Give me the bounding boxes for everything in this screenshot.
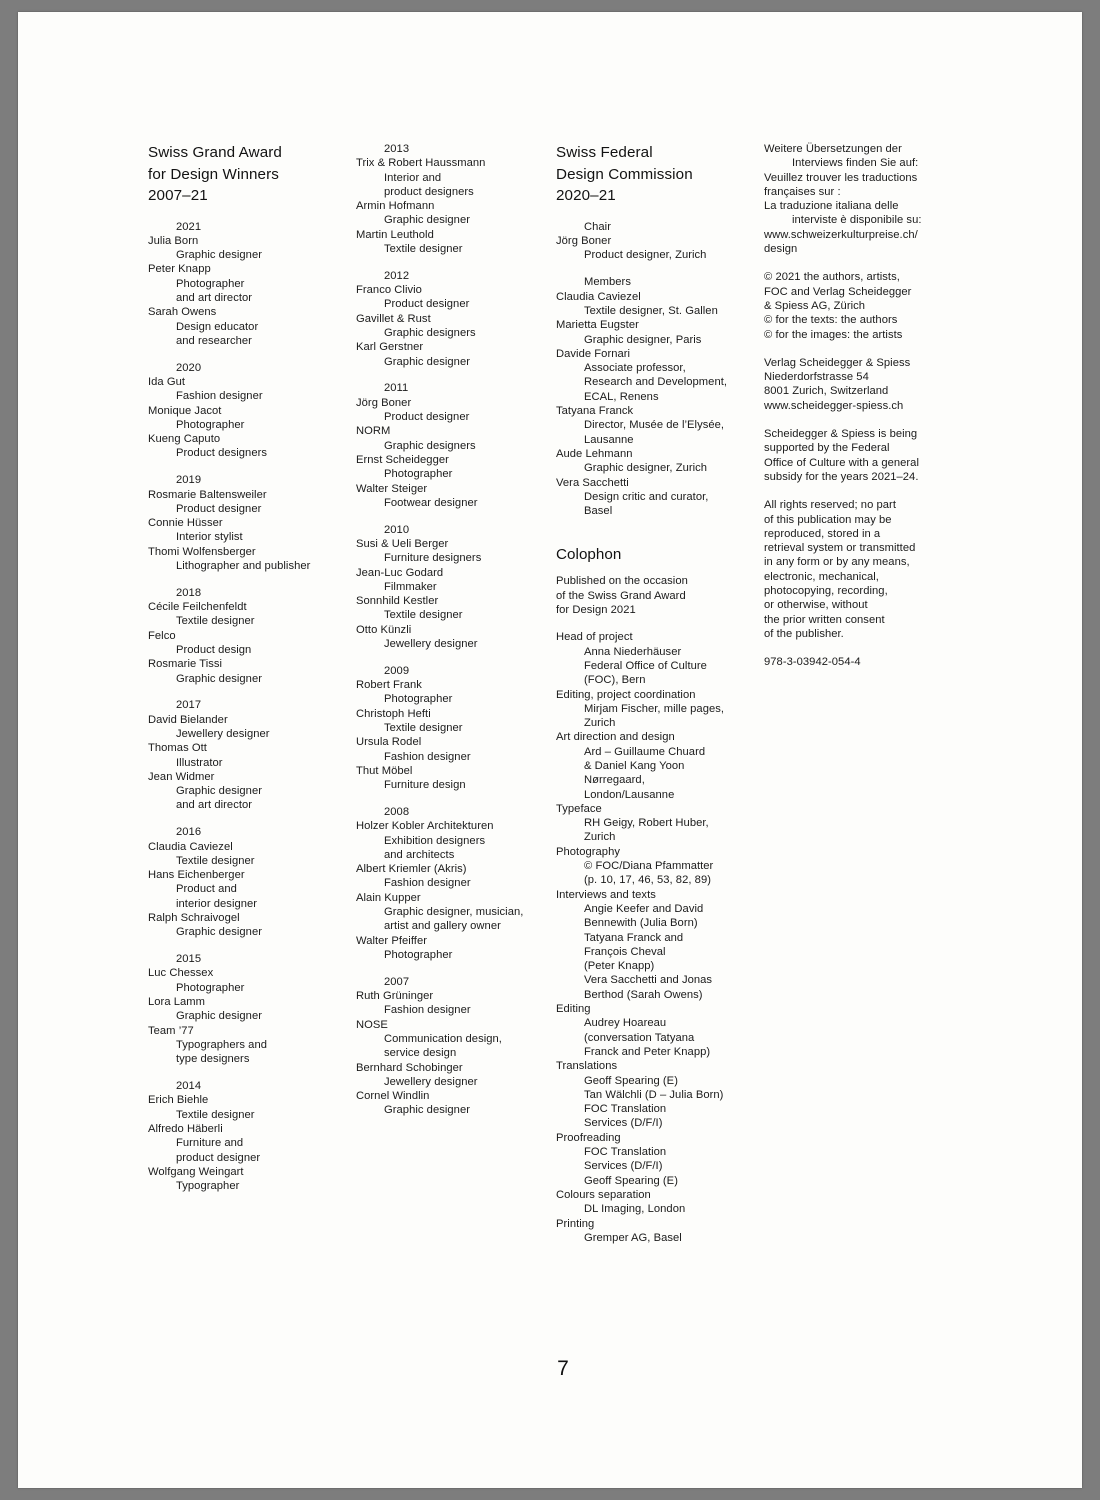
award-winner-role: Textile designer <box>384 609 463 622</box>
award-winner-role: Jewellery designer <box>384 638 478 650</box>
commission-member-name: Tatyana Franck <box>556 405 634 418</box>
commission-member-role: Research and Development, <box>584 376 728 389</box>
commission-members-list <box>556 220 764 519</box>
section-heading-grand-award <box>148 142 356 207</box>
commission-members-label: Members <box>584 276 631 289</box>
award-winner-role: Graphic designer <box>176 785 262 798</box>
imprint-translations <box>764 142 970 256</box>
award-winner-role: and researcher <box>176 334 252 347</box>
award-winner-role: Graphic designers <box>384 327 476 340</box>
award-year-group <box>148 1079 356 1193</box>
award-winner-name: Cécile Feilchenfeldt <box>148 601 247 614</box>
credit-value: London/Lausanne <box>584 788 675 801</box>
rights-line: retrieval system or transmitted <box>764 542 916 555</box>
award-winner-groups <box>148 220 356 1194</box>
award-year-group <box>356 523 556 652</box>
award-winner-name: Connie Hüsser <box>148 517 223 530</box>
credit-role-label: Editing, project coordination <box>556 688 696 701</box>
award-winner-role: Fashion designer <box>176 390 263 403</box>
credit-value: (conversation Tatyana <box>584 1031 695 1044</box>
award-winner-role: Textile designer <box>176 615 255 628</box>
award-winner-name: Alain Kupper <box>356 891 421 904</box>
award-winner-name: Jean Widmer <box>148 770 215 783</box>
credit-value: DL Imaging, London <box>584 1203 686 1216</box>
credit-value: Angie Keefer and David <box>584 902 704 915</box>
award-winner-name: Rosmarie Tissi <box>148 658 223 671</box>
award-year: 2009 <box>384 664 410 677</box>
commission-member-name: Claudia Caviezel <box>556 290 641 303</box>
credit-value: Geoff Spearing (E) <box>584 1174 678 1187</box>
award-winner-role: Typographers and <box>176 1038 267 1051</box>
award-winner-groups-continued <box>356 142 556 1118</box>
award-winner-role: Communication design, <box>384 1032 502 1045</box>
award-winner-name: Julia Born <box>148 234 199 247</box>
copyright-line: & Spiess AG, Zürich <box>764 299 866 312</box>
heading-line: for Design Winners <box>148 165 279 183</box>
award-winner-name: Albert Kriemler (Akris) <box>356 863 467 876</box>
award-year: 2008 <box>384 805 410 818</box>
commission-member-name: Aude Lehmann <box>556 447 633 460</box>
award-winner-role: Photographer <box>384 948 453 961</box>
award-winner-role: Furniture designers <box>384 552 482 565</box>
award-winner-name: NOSE <box>356 1018 388 1031</box>
award-year-group <box>356 381 556 510</box>
award-winner-role: and art director <box>176 291 253 304</box>
award-winner-role: Furniture and <box>176 1137 244 1150</box>
translations-line: Veuillez trouver les traductions <box>764 171 918 184</box>
commission-member-role: Design critic and curator, <box>584 490 709 503</box>
document-page <box>18 12 1082 1488</box>
award-year-group <box>148 698 356 812</box>
award-winner-name: Team ’77 <box>148 1024 194 1037</box>
support-line: Office of Culture with a general <box>764 456 919 469</box>
award-winner-name: Otto Künzli <box>356 623 412 636</box>
heading-line: Design Commission <box>556 165 693 183</box>
credit-value: Zurich <box>584 717 616 730</box>
award-winner-role: Product designer <box>384 411 470 424</box>
support-line: Scheidegger & Spiess is being <box>764 428 918 441</box>
publisher-line: Verlag Scheidegger & Spiess <box>764 356 911 369</box>
award-year-group <box>148 952 356 1066</box>
award-winner-role: Interior and <box>384 171 442 184</box>
heading-line: 2020–21 <box>556 187 616 204</box>
credit-value: Anna Niederhäuser <box>584 645 682 658</box>
support-line: supported by the Federal <box>764 442 890 455</box>
commission-member-role: ECAL, Renens <box>584 390 659 403</box>
award-year-group <box>148 220 356 349</box>
award-winner-role: type designers <box>176 1053 250 1066</box>
award-winner-name: Alfredo Häberli <box>148 1122 223 1135</box>
credit-value: FOC Translation <box>584 1103 667 1116</box>
award-winner-role: Interior stylist <box>176 531 243 544</box>
award-winner-role: Fashion designer <box>384 877 471 890</box>
award-year-group <box>356 142 556 256</box>
commission-member-role: Graphic designer, Zurich <box>584 462 708 475</box>
colophon-intro-line: of the Swiss Grand Award <box>556 589 686 602</box>
commission-member-name: Marietta Eugster <box>556 319 639 332</box>
credit-role-label: Proofreading <box>556 1131 621 1144</box>
colophon-intro-line: for Design 2021 <box>556 604 636 617</box>
commission-member-role: Director, Musée de l’Elysée, <box>584 419 725 432</box>
colophon-intro-line: Published on the occasion <box>556 575 688 588</box>
credit-value: Geoff Spearing (E) <box>584 1074 678 1087</box>
copyright-line: © 2021 the authors, artists, <box>764 271 900 284</box>
credit-value: Audrey Hoareau <box>584 1017 667 1030</box>
credit-value: Berthod (Sarah Owens) <box>584 988 703 1001</box>
award-winner-name: Peter Knapp <box>148 263 211 276</box>
section-heading-design-commission <box>556 142 764 207</box>
translations-line: La traduzione italiana delle <box>764 200 899 213</box>
rights-line: the prior written consent <box>764 613 885 626</box>
award-winner-name: Ursula Rodel <box>356 736 422 749</box>
award-winner-role: Product designer <box>176 502 262 515</box>
commission-member-role: Basel <box>584 505 613 518</box>
colophon-credits <box>556 630 764 1245</box>
award-winner-role: Footwear designer <box>384 496 478 509</box>
award-winner-name: Felco <box>148 629 176 642</box>
award-winner-role: Fashion designer <box>384 1004 471 1017</box>
credit-role-label: Typeface <box>556 802 602 815</box>
credit-role-label: Interviews and texts <box>556 888 656 901</box>
credit-role-label: Head of project <box>556 631 633 644</box>
translations-line: design <box>764 243 798 256</box>
award-winner-name: Martin Leuthold <box>356 228 434 241</box>
award-year-group <box>356 805 556 962</box>
award-winner-name: Ruth Grüninger <box>356 990 434 1003</box>
copyright-line: FOC and Verlag Scheidegger <box>764 285 912 298</box>
credit-value: Franck and Peter Knapp) <box>584 1045 711 1058</box>
award-winner-name: Lora Lamm <box>148 996 206 1009</box>
credit-value: (p. 10, 17, 46, 53, 82, 89) <box>584 874 711 887</box>
imprint-copyright <box>764 270 970 341</box>
award-winner-role: Graphic designer <box>176 249 262 262</box>
award-year: 2021 <box>176 220 202 233</box>
award-winner-role: Filmmaker <box>384 580 437 593</box>
credit-value: Mirjam Fischer, mille pages, <box>584 702 725 715</box>
award-winner-role: Textile designer <box>384 721 463 734</box>
award-winner-role: Lithographer and publisher <box>176 560 311 573</box>
award-winner-name: Erich Biehle <box>148 1094 209 1107</box>
heading-line: 2007–21 <box>148 187 208 204</box>
award-winner-role: Photographer <box>176 418 245 431</box>
rights-line: of this publication may be <box>764 513 892 526</box>
commission-chair-label: Chair <box>584 220 611 233</box>
spacer <box>556 262 764 275</box>
rights-line: photocopying, recording, <box>764 585 888 598</box>
colophon-intro <box>556 574 764 617</box>
translations-line: françaises sur : <box>764 185 841 198</box>
section-heading-colophon: Colophon <box>556 546 622 564</box>
award-winner-role: Product designer <box>384 298 470 311</box>
credit-value: Tan Wälchli (D – Julia Born) <box>584 1088 724 1101</box>
heading-line: Swiss Federal <box>556 144 653 161</box>
award-winner-role: Furniture design <box>384 779 466 792</box>
credit-value: Services (D/F/I) <box>584 1160 663 1173</box>
translations-line: Interviews finden Sie auf: <box>792 157 919 170</box>
award-winner-name: Jean-Luc Godard <box>356 566 444 579</box>
award-winner-name: Luc Chessex <box>148 967 214 980</box>
award-year: 2019 <box>176 474 202 487</box>
award-winner-role: Design educator <box>176 320 259 333</box>
translations-line: www.schweizerkulturpreise.ch/ <box>764 228 918 241</box>
commission-member-role: Lausanne <box>584 433 634 446</box>
award-year-group <box>148 473 356 573</box>
imprint-rights <box>764 498 970 641</box>
award-winner-role: Exhibition designers <box>384 834 486 847</box>
award-winner-name: Gavillet & Rust <box>356 312 431 325</box>
award-winner-name: Claudia Caviezel <box>148 840 233 853</box>
award-winner-role: product designers <box>384 185 474 198</box>
commission-member-name: Davide Fornari <box>556 347 631 360</box>
award-winner-name: Bernhard Schobinger <box>356 1061 463 1074</box>
credit-value: Nørregaard, <box>584 774 645 787</box>
column-layout <box>148 142 978 1245</box>
credit-value: Vera Sacchetti and Jonas <box>584 974 713 987</box>
credit-role-label: Photography <box>556 845 620 858</box>
rights-line: reproduced, stored in a <box>764 527 881 540</box>
award-winner-role: artist and gallery owner <box>384 920 501 933</box>
publisher-line: Niederdorfstrasse 54 <box>764 371 869 384</box>
award-winner-role: and architects <box>384 848 455 861</box>
award-winner-role: Photographer <box>384 693 453 706</box>
award-year: 2014 <box>176 1080 202 1093</box>
page-content <box>148 142 978 1380</box>
commission-member-role: Textile designer, St. Gallen <box>584 304 718 317</box>
rights-line: of the publisher. <box>764 627 844 640</box>
award-winner-role: and art director <box>176 799 253 812</box>
credit-role-label: Printing <box>556 1217 595 1230</box>
credit-value: © FOC/Diana Pfammatter <box>584 860 714 873</box>
credit-role-label: Translations <box>556 1060 618 1073</box>
award-winner-role: Fashion designer <box>384 750 471 763</box>
award-winner-name: Kueng Caputo <box>148 433 221 446</box>
imprint-publisher <box>764 356 970 413</box>
award-year: 2011 <box>384 382 409 395</box>
award-winner-name: Walter Pfeiffer <box>356 934 428 947</box>
award-winner-role: Product designers <box>176 447 268 460</box>
award-year-group <box>148 361 356 461</box>
award-winner-role: Photographer <box>176 277 245 290</box>
copyright-line: © for the texts: the authors <box>764 314 898 327</box>
award-winner-name: David Bielander <box>148 713 228 726</box>
award-winner-name: Wolfgang Weingart <box>148 1165 244 1178</box>
credit-value: François Cheval <box>584 945 666 958</box>
award-winner-name: Monique Jacot <box>148 404 222 417</box>
credit-value: RH Geigy, Robert Huber, <box>584 817 709 830</box>
column-award-winners-left <box>148 142 356 1193</box>
credit-value: (FOC), Bern <box>584 674 646 687</box>
award-winner-name: Armin Hofmann <box>356 200 435 213</box>
publisher-line: 8001 Zurich, Switzerland <box>764 385 889 398</box>
translations-line: interviste è disponibile su: <box>792 214 922 227</box>
credit-value: Services (D/F/I) <box>584 1117 663 1130</box>
award-year: 2013 <box>384 143 410 155</box>
award-winner-role: Graphic designer, musician, <box>384 906 524 919</box>
credit-value: FOC Translation <box>584 1146 667 1159</box>
commission-member-name: Vera Sacchetti <box>556 476 629 489</box>
rights-line: All rights reserved; no part <box>764 499 896 512</box>
credit-role-label: Colours separation <box>556 1188 651 1201</box>
commission-member-role: Graphic designer, Paris <box>584 333 702 346</box>
award-winner-role: Graphic designer <box>384 214 470 227</box>
award-year-group <box>148 586 356 686</box>
credit-role-label: Art direction and design <box>556 731 675 744</box>
award-winner-role: Product and <box>176 883 237 896</box>
award-winner-name: Hans Eichenberger <box>148 869 245 882</box>
publisher-line: www.scheidegger-spiess.ch <box>764 399 904 412</box>
award-winner-name: Christoph Hefti <box>356 707 431 720</box>
award-winner-name: Walter Steiger <box>356 482 428 495</box>
rights-line: electronic, mechanical, <box>764 570 879 583</box>
award-year-group <box>356 975 556 1118</box>
award-winner-name: Susi & Ueli Berger <box>356 537 449 550</box>
award-winner-role: Photographer <box>384 468 453 481</box>
award-winner-role: Jewellery designer <box>384 1075 478 1088</box>
rights-line: or otherwise, without <box>764 599 868 612</box>
column-award-winners-right <box>356 142 556 1118</box>
award-winner-role: Graphic designer <box>176 926 262 939</box>
award-winner-name: Thut Möbel <box>356 764 413 777</box>
award-winner-role: Product design <box>176 644 252 657</box>
award-winner-role: Typographer <box>176 1180 240 1193</box>
award-winner-name: Rosmarie Baltensweiler <box>148 488 267 501</box>
award-winner-role: Textile designer <box>176 854 255 867</box>
commission-member-name: Jörg Boner <box>556 234 612 247</box>
award-winner-name: Thomi Wolfensberger <box>148 545 256 558</box>
award-winner-name: Sonnhild Kestler <box>356 595 439 608</box>
award-winner-name: Robert Frank <box>356 679 422 692</box>
credit-value: (Peter Knapp) <box>584 960 655 973</box>
award-winner-name: Trix & Robert Haussmann <box>356 157 486 170</box>
award-year-group <box>356 269 556 369</box>
commission-member-role: Product designer, Zurich <box>584 249 707 262</box>
award-winner-role: Graphic designer <box>176 1010 262 1023</box>
award-year-group <box>356 664 556 793</box>
credit-value: Federal Office of Culture <box>584 659 707 672</box>
award-winner-role: product designer <box>176 1151 261 1164</box>
award-winner-role: Graphic designer <box>176 672 262 685</box>
award-year: 2020 <box>176 361 202 374</box>
award-winner-role: Illustrator <box>176 756 223 769</box>
award-year: 2017 <box>176 699 202 712</box>
award-winner-role: Graphic designer <box>384 355 470 368</box>
column-commission-colophon <box>556 142 764 1245</box>
award-winner-role: interior designer <box>176 897 258 910</box>
award-winner-name: Jörg Boner <box>356 396 412 409</box>
credit-value: & Daniel Kang Yoon <box>584 760 685 772</box>
award-winner-name: Cornel Windlin <box>356 1090 430 1103</box>
credit-role-label: Editing <box>556 1003 591 1016</box>
award-winner-role: Textile designer <box>176 1108 255 1121</box>
support-line: subsidy for the years 2021–24. <box>764 470 919 483</box>
award-year: 2015 <box>176 953 202 966</box>
award-winner-role: Graphic designer <box>384 1104 470 1117</box>
credit-value: Ard – Guillaume Chuard <box>584 745 706 758</box>
page-number: 7 <box>557 1357 569 1380</box>
award-winner-name: Thomas Ott <box>148 742 207 755</box>
award-winner-name: Sarah Owens <box>148 306 217 319</box>
award-winner-role: Textile designer <box>384 243 463 256</box>
award-winner-name: Ida Gut <box>148 375 186 388</box>
credit-value: Bennewith (Julia Born) <box>584 917 698 930</box>
award-winner-name: NORM <box>356 425 391 438</box>
commission-member-role: Associate professor, <box>584 362 686 375</box>
award-winner-role: service design <box>384 1047 457 1060</box>
award-winner-name: Holzer Kobler Architekturen <box>356 820 494 833</box>
column-imprint <box>764 142 970 670</box>
heading-line: Swiss Grand Award <box>148 144 282 161</box>
credit-value: Zurich <box>584 831 616 844</box>
award-winner-role: Jewellery designer <box>176 728 270 740</box>
rights-line: in any form or by any means, <box>764 556 910 569</box>
award-winner-name: Ralph Schraivogel <box>148 912 240 925</box>
award-year: 2012 <box>384 269 410 282</box>
imprint-support <box>764 427 970 484</box>
award-year-group <box>148 825 356 939</box>
award-winner-role: Photographer <box>176 981 245 994</box>
credit-value: Tatyana Franck and <box>584 931 684 944</box>
imprint-isbn: 978-3-03942-054-4 <box>764 656 861 669</box>
credit-value: Gremper AG, Basel <box>584 1231 682 1244</box>
award-year: 2007 <box>384 975 410 988</box>
copyright-line: © for the images: the artists <box>764 328 903 341</box>
award-year: 2010 <box>384 523 410 536</box>
translations-line: Weitere Übersetzungen der <box>764 143 902 155</box>
award-winner-name: Franco Clivio <box>356 284 422 297</box>
award-year: 2016 <box>176 826 202 839</box>
award-year: 2018 <box>176 586 202 599</box>
award-winner-role: Graphic designers <box>384 439 476 452</box>
award-winner-name: Ernst Scheidegger <box>356 453 449 466</box>
award-winner-name: Karl Gerstner <box>356 341 424 354</box>
